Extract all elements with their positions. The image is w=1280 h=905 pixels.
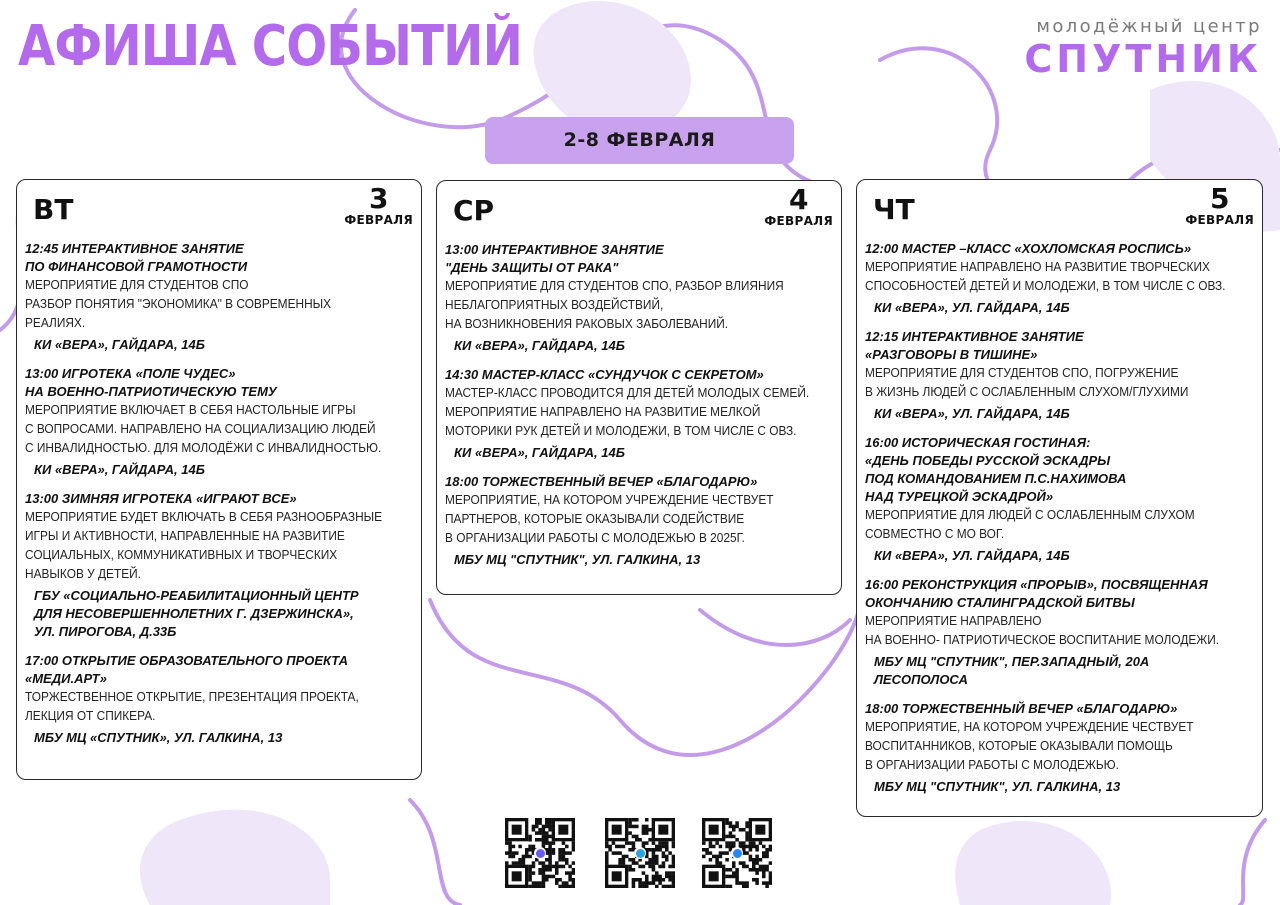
day-card-header xyxy=(17,180,421,238)
day-date xyxy=(344,182,413,227)
event-location: МБУ МЦ "СПУТНИК", УЛ. ГАЛКИНА, 13 xyxy=(454,552,701,567)
day-month: ФЕВРАЛЯ xyxy=(344,213,413,227)
event-title: 12:45 ИНТЕРАКТИВНОЕ ЗАНЯТИЕ ПО ФИНАНСОВОЙ ГРАМОТНОСТИ xyxy=(25,241,248,274)
event-description: МЕРОПРИЯТИЕ ДЛЯ СТУДЕНТОВ СПО РАЗБОР ПОНЯТИЯ "ЭКОНОМИКА" В СОВРЕМЕННЫХ РЕАЛИЯХ. xyxy=(25,278,332,330)
day-card-thursday xyxy=(856,179,1263,817)
event-title: 13:00 ЗИМНЯЯ ИГРОТЕКА «ИГРАЮТ ВСЕ» xyxy=(25,491,297,506)
event-title: 13:00 ИГРОТЕКА «ПОЛЕ ЧУДЕС» НА ВОЕННО-ПАТРИОТИЧЕСКУЮ ТЕМУ xyxy=(25,366,277,399)
event-description: МЕРОПРИЯТИЕ НАПРАВЛЕНО НА РАЗВИТИЕ ТВОРЧЕСКИХ СПОСОБНОСТЕЙ ДЕТЕЙ И МОЛОДЕЖИ, В ТОМ ЧИСЛЕ С ОВЗ. xyxy=(865,260,1226,293)
day-of-week: ЧТ xyxy=(873,193,915,226)
event-description: МЕРОПРИЯТИЕ ДЛЯ СТУДЕНТОВ СПО, РАЗБОР ВЛИЯНИЯ НЕБЛАГОПРИЯТНЫХ ВОЗДЕЙСТВИЙ, НА ВОЗНИКНОВЕНИЯ РАКОВЫХ ЗАБОЛЕВАНИЙ. xyxy=(445,279,784,331)
day-number: 4 xyxy=(788,183,809,216)
day-of-week: ВТ xyxy=(33,193,74,226)
event-item xyxy=(865,434,1258,565)
event-description: ТОРЖЕСТВЕННОЕ ОТКРЫТИЕ, ПРЕЗЕНТАЦИЯ ПРОЕКТА, ЛЕКЦИЯ ОТ СПИКЕРА. xyxy=(25,690,359,723)
event-description: МАСТЕР-КЛАСС ПРОВОДИТСЯ ДЛЯ ДЕТЕЙ МОЛОДЫХ СЕМЕЙ. МЕРОПРИЯТИЕ НАПРАВЛЕНО НА РАЗВИТИЕ МЕЛКОЙ МОТОРИКИ РУК ДЕТЕЙ И МОЛОДЕЖИ, В ТОМ ЧИСЛЕ С ОВЗ. xyxy=(445,386,810,438)
event-title: 17:00 ОТКРЫТИЕ ОБРАЗОВАТЕЛЬНОГО ПРОЕКТА «МЕДИ.АРТ» xyxy=(25,653,349,686)
vk-icon xyxy=(731,847,743,859)
event-item xyxy=(865,240,1258,317)
event-title: 16:00 РЕКОНСТРУКЦИЯ «ПРОРЫВ», ПОСВЯЩЕННАЯ ОКОНЧАНИЮ СТАЛИНГРАДСКОЙ БИТВЫ xyxy=(865,577,1208,610)
event-item xyxy=(445,473,837,569)
event-location: ГБУ «СОЦИАЛЬНО-РЕАБИЛИТАЦИОННЫЙ ЦЕНТР ДЛЯ НЕСОВЕРШЕННОЛЕТНИХ Г. ДЗЕРЖИНСКА», УЛ. ПИРОГОВА, Д.33Б xyxy=(34,588,359,639)
event-item xyxy=(25,365,417,479)
event-description: МЕРОПРИЯТИЕ НАПРАВЛЕНО НА ВОЕННО- ПАТРИОТИЧЕСКОЕ ВОСПИТАНИЕ МОЛОДЕЖИ. xyxy=(865,614,1220,647)
event-list xyxy=(17,238,421,747)
day-month: ФЕВРАЛЯ xyxy=(1185,213,1254,227)
event-location: МБУ МЦ «СПУТНИК», УЛ. ГАЛКИНА, 13 xyxy=(34,730,283,745)
event-item xyxy=(865,576,1258,689)
event-list xyxy=(437,239,841,569)
event-title: 18:00 ТОРЖЕСТВЕННЫЙ ВЕЧЕР «БЛАГОДАРЮ» xyxy=(445,474,758,489)
event-location: МБУ МЦ "СПУТНИК", ПЕР.ЗАПАДНЫЙ, 20А ЛЕСОПОЛОСА xyxy=(874,654,1150,687)
event-list xyxy=(857,238,1262,796)
event-location: КИ «ВЕРА», УЛ. ГАЙДАРА, 14Б xyxy=(874,548,1070,563)
event-description: МЕРОПРИЯТИЕ ДЛЯ СТУДЕНТОВ СПО, ПОГРУЖЕНИЕ В ЖИЗНЬ ЛЮДЕЙ С ОСЛАБЛЕННЫМ СЛУХОМ/ГЛУХИМИ xyxy=(865,366,1189,399)
event-location: КИ «ВЕРА», УЛ. ГАЙДАРА, 14Б xyxy=(874,406,1070,421)
event-description: МЕРОПРИЯТИЕ БУДЕТ ВКЛЮЧАТЬ В СЕБЯ РАЗНООБРАЗНЫЕ ИГРЫ И АКТИВНОСТИ, НАПРАВЛЕННЫЕ НА РАЗВИТИЕ СОЦИАЛЬНЫХ, КОММУНИКАТИВНЫХ И ТВОРЧЕСКИХ НАВЫКОВ У ДЕТЕЙ. xyxy=(25,510,383,581)
event-location: КИ «ВЕРА», ГАЙДАРА, 14Б xyxy=(34,462,205,477)
day-card-header xyxy=(857,180,1262,238)
event-item xyxy=(25,652,417,747)
brand-logo xyxy=(1024,16,1262,80)
day-card-wednesday xyxy=(436,180,842,595)
event-title: 18:00 ТОРЖЕСТВЕННЫЙ ВЕЧЕР «БЛАГОДАРЮ» xyxy=(865,701,1178,716)
event-title: 12:00 МАСТЕР –КЛАСС «ХОХЛОМСКАЯ РОСПИСЬ» xyxy=(865,241,1192,256)
event-item xyxy=(445,241,837,355)
day-card-tuesday xyxy=(16,179,422,780)
event-description: МЕРОПРИЯТИЕ, НА КОТОРОМ УЧРЕЖДЕНИЕ ЧЕСТВУЕТ ВОСПИТАННИКОВ, КОТОРЫЕ ОКАЗЫВАЛИ ПОМОЩЬ В ОРГАНИЗАЦИИ РАБОТЫ С МОЛОДЕЖЬЮ. xyxy=(865,720,1194,772)
event-title: 12:15 ИНТЕРАКТИВНОЕ ЗАНЯТИЕ «РАЗГОВОРЫ В ТИШИНЕ» xyxy=(865,329,1084,362)
event-description: МЕРОПРИЯТИЕ, НА КОТОРОМ УЧРЕЖДЕНИЕ ЧЕСТВУЕТ ПАРТНЕРОВ, КОТОРЫЕ ОКАЗЫВАЛИ СОДЕЙСТВИЕ В ОРГАНИЗАЦИИ РАБОТЫ С МОЛОДЕЖЬЮ В 2025Г. xyxy=(445,493,774,545)
event-title: 14:30 МАСТЕР-КЛАСС «СУНДУЧОК С СЕКРЕТОМ» xyxy=(445,367,764,382)
event-location: КИ «ВЕРА», УЛ. ГАЙДАРА, 14Б xyxy=(874,300,1070,315)
telegram-icon xyxy=(634,847,646,859)
day-number: 3 xyxy=(368,182,389,215)
event-location: МБУ МЦ "СПУТНИК", УЛ. ГАЛКИНА, 13 xyxy=(874,779,1121,794)
week-range-badge: 2-8 ФЕВРАЛЯ xyxy=(485,117,794,164)
max-messenger-icon xyxy=(534,847,546,859)
event-location: КИ «ВЕРА», ГАЙДАРА, 14Б xyxy=(34,337,205,352)
event-item xyxy=(25,240,417,354)
day-of-week: СР xyxy=(453,194,495,227)
page-title: АФИША СОБЫТИЙ xyxy=(18,14,523,79)
day-card-header xyxy=(437,181,841,239)
event-description: МЕРОПРИЯТИЕ ВКЛЮЧАЕТ В СЕБЯ НАСТОЛЬНЫЕ ИГРЫ С ВОПРОСАМИ. НАПРАВЛЕНО НА СОЦИАЛИЗАЦИЮ ЛЮДЕЙ С ИНВАЛИДНОСТЬЮ. ДЛЯ МОЛОДЁЖИ С ИНВАЛИДНОСТЬЮ. xyxy=(25,403,382,455)
qr-code-telegram[interactable] xyxy=(605,818,675,888)
event-item xyxy=(865,700,1258,796)
event-title: 16:00 ИСТОРИЧЕСКАЯ ГОСТИНАЯ: «ДЕНЬ ПОБЕДЫ РУССКОЙ ЭСКАДРЫ ПОД КОМАНДОВАНИЕМ П.С.НАХИМОВА НАД ТУРЕЦКОЙ ЭСКАДРОЙ» xyxy=(865,435,1127,504)
day-month: ФЕВРАЛЯ xyxy=(764,214,833,228)
event-item xyxy=(445,366,837,462)
day-date xyxy=(1185,182,1254,227)
icon-dot xyxy=(733,849,742,858)
event-item xyxy=(865,328,1258,423)
qr-code-max[interactable] xyxy=(505,818,575,888)
day-date xyxy=(764,183,833,228)
brand-name: СПУТНИК xyxy=(1024,37,1262,81)
event-location: КИ «ВЕРА», ГАЙДАРА, 14Б xyxy=(454,338,625,353)
qr-code-vk[interactable] xyxy=(702,818,772,888)
event-location: КИ «ВЕРА», ГАЙДАРА, 14Б xyxy=(454,445,625,460)
brand-subtitle: молодёжный центр xyxy=(1036,16,1262,37)
event-description: МЕРОПРИЯТИЕ ДЛЯ ЛЮДЕЙ С ОСЛАБЛЕННЫМ СЛУХОМ СОВМЕСТНО С МО ВОГ. xyxy=(865,508,1195,541)
event-title: 13:00 ИНТЕРАКТИВНОЕ ЗАНЯТИЕ "ДЕНЬ ЗАЩИТЫ ОТ РАКА" xyxy=(445,242,664,275)
day-number: 5 xyxy=(1209,182,1230,215)
event-item xyxy=(25,490,417,641)
icon-dot xyxy=(636,849,645,858)
icon-dot xyxy=(536,849,545,858)
